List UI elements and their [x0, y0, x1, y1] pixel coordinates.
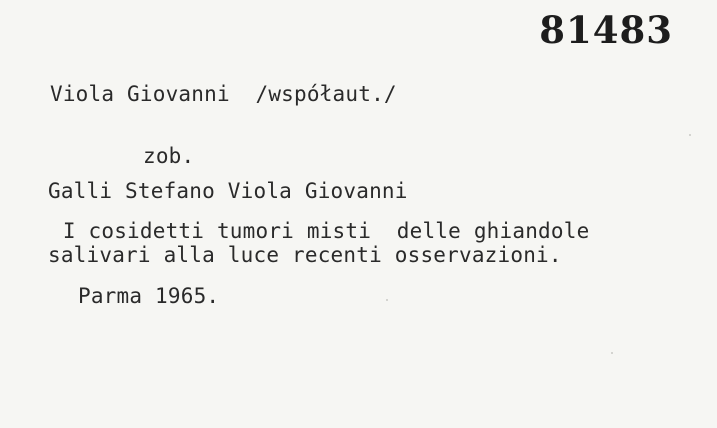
catalog-number: 81483 [539, 8, 673, 52]
paper-speck [386, 299, 388, 301]
title-line-2: salivari alla luce recenti osservazioni. [48, 243, 562, 267]
title-line-1: I cosidetti tumori misti delle ghiandole [50, 219, 590, 243]
authors-line: Galli Stefano Viola Giovanni [48, 179, 408, 203]
paper-speck [611, 352, 613, 354]
paper-speck [689, 134, 691, 136]
imprint-line: Parma 1965. [78, 284, 220, 308]
author-line: Viola Giovanni /współaut./ [50, 82, 397, 106]
see-reference-label: zob. [143, 144, 195, 168]
